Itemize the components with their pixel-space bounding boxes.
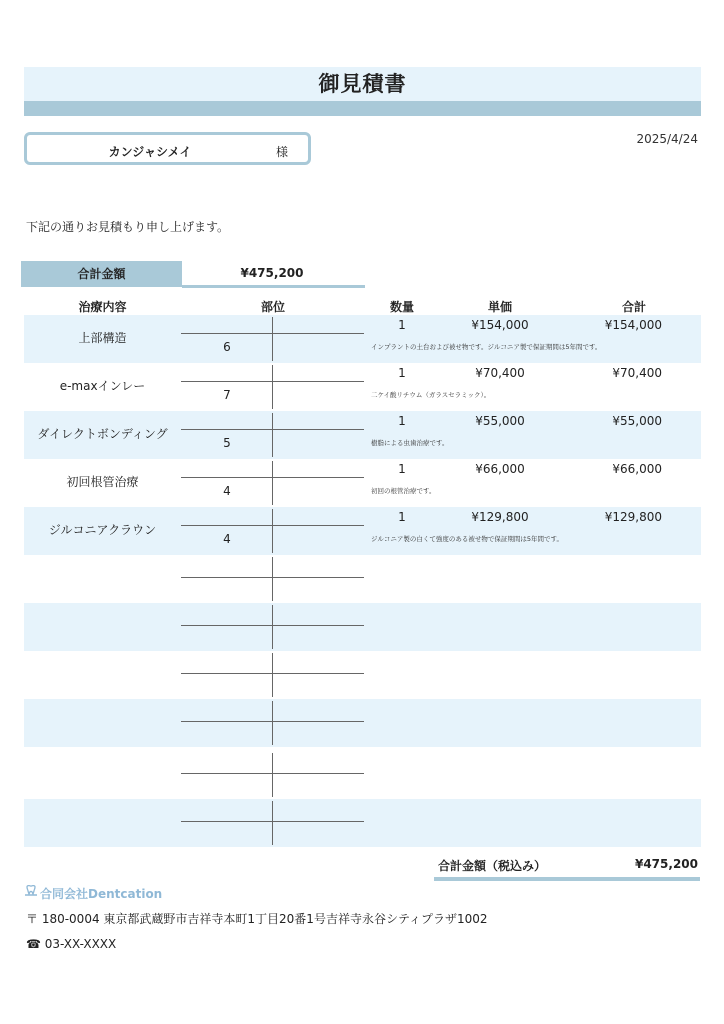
row-qty: 1 xyxy=(398,462,406,476)
row-vdivider xyxy=(272,605,273,649)
row-vdivider xyxy=(272,365,273,409)
row-vdivider xyxy=(272,753,273,797)
table-row xyxy=(24,799,701,847)
title-rule xyxy=(24,101,701,116)
row-price: ¥154,000 xyxy=(471,318,529,332)
row-vdivider xyxy=(272,701,273,745)
row-note: インプラントの土台および被せ物です。ジルコニア製で保証期間は5年間です。 xyxy=(371,343,602,351)
row-treatment: 初回根管治療 xyxy=(66,475,139,489)
company-phone: 03-XX-XXXX xyxy=(44,937,117,951)
row-vdivider xyxy=(272,509,273,553)
row-note: ジルコニア製の白くて強度のある被せ物で保証期間は5年間です。 xyxy=(371,535,563,543)
table-row xyxy=(24,555,701,603)
row-part: 4 xyxy=(223,484,231,498)
header-price: 単価 xyxy=(487,300,512,314)
row-qty: 1 xyxy=(398,318,406,332)
header-subtotal: 合計 xyxy=(621,300,646,314)
row-qty: 1 xyxy=(398,510,406,524)
row-treatment: e-maxインレー xyxy=(59,379,146,393)
table-row xyxy=(24,699,701,747)
row-qty: 1 xyxy=(398,414,406,428)
row-price: ¥55,000 xyxy=(475,414,525,428)
grand-total-value: ¥475,200 xyxy=(634,857,698,871)
intro-text: 下記の通りお見積もり申し上げます。 xyxy=(26,220,230,234)
row-price: ¥70,400 xyxy=(475,366,525,380)
customer-name: カンジャシメイ xyxy=(108,145,192,159)
header-qty: 数量 xyxy=(389,300,414,314)
customer-honorific: 様 xyxy=(276,145,289,159)
header-part: 部位 xyxy=(260,300,285,314)
row-vdivider xyxy=(272,557,273,601)
row-note: 初回の根管治療です。 xyxy=(371,487,436,495)
grand-total-rule xyxy=(434,877,700,881)
row-qty: 1 xyxy=(398,366,406,380)
row-part: 4 xyxy=(223,532,231,546)
phone-icon: ☎ xyxy=(26,937,41,951)
row-part: 5 xyxy=(223,436,231,450)
summary-value: ¥475,200 xyxy=(240,266,304,280)
table-row xyxy=(24,751,701,799)
row-part: 6 xyxy=(223,340,231,354)
row-vdivider xyxy=(272,801,273,845)
row-vdivider xyxy=(272,413,273,457)
row-subtotal: ¥129,800 xyxy=(604,510,662,524)
row-subtotal: ¥66,000 xyxy=(612,462,662,476)
row-price: ¥129,800 xyxy=(471,510,529,524)
company-name: 合同会社Dentcation xyxy=(40,887,163,901)
tooth-logo-icon xyxy=(24,884,38,898)
table-row xyxy=(24,651,701,699)
row-vdivider xyxy=(272,461,273,505)
row-note: 樹脂による虫歯治療です。 xyxy=(371,439,449,447)
company-address: 〒 180-0004 東京都武蔵野市吉祥寺本町1丁目20番1号吉祥寺永谷シティプラザ1002 xyxy=(26,912,488,926)
row-price: ¥66,000 xyxy=(475,462,525,476)
row-subtotal: ¥154,000 xyxy=(604,318,662,332)
issue-date: 2025/4/24 xyxy=(636,132,698,146)
summary-rule xyxy=(182,285,365,288)
summary-label: 合計金額 xyxy=(77,267,126,281)
table-row xyxy=(24,603,701,651)
header-treatment: 治療内容 xyxy=(78,300,127,314)
page-title: 御見積書 xyxy=(318,72,407,96)
row-treatment: ジルコニアクラウン xyxy=(48,523,157,537)
row-vdivider xyxy=(272,317,273,361)
row-subtotal: ¥55,000 xyxy=(612,414,662,428)
row-note: 二ケイ酸リチウム（ガラスセラミック）。 xyxy=(371,391,491,399)
grand-total-label: 合計金額（税込み） xyxy=(438,859,547,873)
row-part: 7 xyxy=(223,388,231,402)
row-treatment: ダイレクトボンディング xyxy=(37,427,168,441)
company-phone-line xyxy=(26,937,116,951)
row-treatment: 上部構造 xyxy=(78,331,127,345)
row-vdivider xyxy=(272,653,273,697)
row-subtotal: ¥70,400 xyxy=(612,366,662,380)
